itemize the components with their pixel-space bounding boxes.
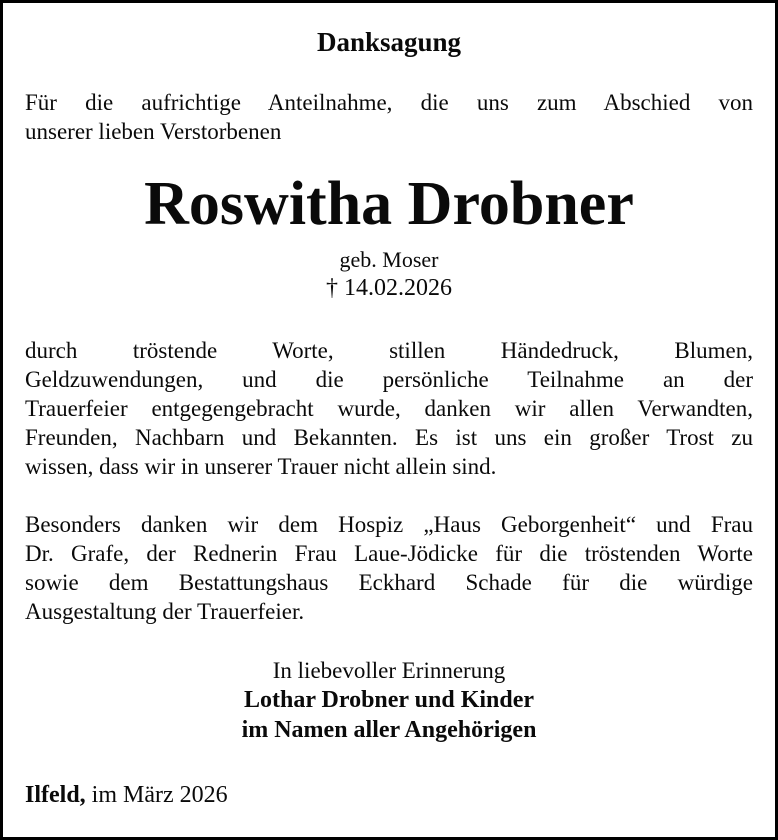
closing-block (25, 656, 753, 745)
thanks-line: wissen, dass wir in unserer Trauer nicht allein sind. (25, 454, 497, 479)
closing-relatives-line: im Namen aller Angehörigen (241, 717, 537, 743)
intro-line: unserer lieben Verstorbenen (25, 119, 282, 144)
thanks-line: Freunden, Nachbarn und Bekannten. Es ist uns ein großer Trost zu (25, 425, 753, 450)
place-date-line (25, 781, 753, 809)
intro-line: Für die aufrichtige Anteilnahme, die uns zum Abschied von (25, 90, 753, 115)
closing-remembrance-line: In liebevoller Erinnerung (272, 658, 506, 683)
special-thanks-line: sowie dem Bestattungshaus Eckhard Schade für die würdige (25, 570, 753, 595)
special-thanks-line: Dr. Grafe, der Rednerin Frau Laue-Jödicke für die tröstenden Worte (25, 541, 753, 566)
thanks-line: Trauerfeier entgegengebracht wurde, danken wir allen Verwandten, (25, 396, 753, 421)
closing-family-line: Lothar Drobner und Kinder (243, 687, 535, 713)
thanks-line: Geldzuwendungen, und die persönliche Teilnahme an der (25, 367, 753, 392)
deceased-name: Roswitha Drobner (144, 170, 634, 238)
thanks-line: durch tröstende Worte, stillen Händedruck, Blumen, (25, 338, 753, 363)
place-label: Ilfeld, (25, 782, 86, 808)
maiden-name: geb. Moser (339, 247, 439, 272)
special-thanks-line: Ausgestaltung der Trauerfeier. (25, 599, 305, 624)
intro-paragraph (25, 88, 753, 146)
thanks-paragraph (25, 336, 753, 481)
date-label: im März 2026 (85, 782, 228, 808)
special-thanks-line: Besonders danken wir dem Hospiz „Haus Geborgenheit“ und Frau (25, 512, 753, 537)
death-date: † 14.02.2026 (326, 275, 452, 301)
special-thanks-paragraph (25, 510, 753, 626)
notice-title: Danksagung (316, 27, 462, 57)
